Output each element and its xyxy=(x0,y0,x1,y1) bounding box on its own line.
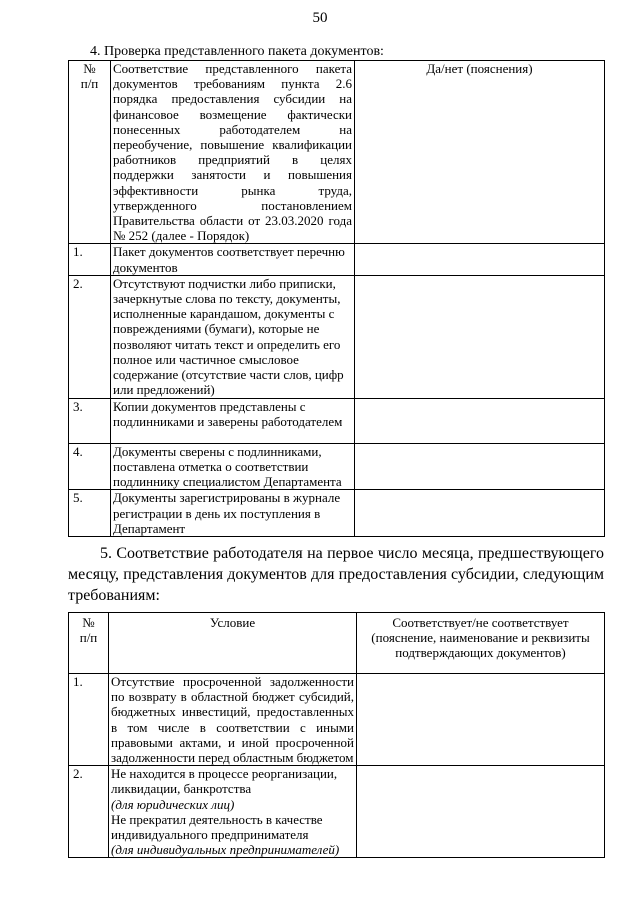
row-text: Документы зарегистрированы в журнале регистрации в день их поступления в Департамент xyxy=(111,490,355,537)
table-row xyxy=(69,674,605,766)
table-row xyxy=(69,766,605,858)
row-answer-cell[interactable] xyxy=(355,398,605,443)
row-answer-cell[interactable] xyxy=(355,244,605,275)
header-answer: Да/нет (пояснения) xyxy=(355,61,605,244)
row-text: Не находится в процессе реорганизации, ликвидации, банкротства xyxy=(111,766,338,797)
row-answer-cell[interactable] xyxy=(355,275,605,398)
page-number: 50 xyxy=(312,10,328,26)
table-header-row xyxy=(69,61,605,244)
table-header-row xyxy=(69,613,605,674)
row-note: (для юридических лиц) xyxy=(111,796,235,812)
row-answer-cell[interactable] xyxy=(355,443,605,490)
table-row xyxy=(69,275,605,398)
row-note: (для индивидуальных предпринимателей) xyxy=(111,842,340,858)
row-answer-cell[interactable] xyxy=(357,674,605,766)
row-num: 4. xyxy=(69,443,111,490)
document-check-table xyxy=(68,60,605,537)
section-5-title: 5. Соответствие работодателя на первое число месяца, предшествующего месяцу, представления документов для предоставления субсидии, следующим требованиям: xyxy=(68,545,604,604)
header-answer: Соответствует/не соответствует (пояснение, наименование и реквизиты подтверждающих документов) xyxy=(357,613,605,674)
row-answer-cell[interactable] xyxy=(357,766,605,858)
row-text: Копии документов представлены с подлинниками и заверены работодателем xyxy=(111,398,355,443)
header-criterion: Соответствие представленного пакета документов требованиям пункта 2.6 порядка предоставления субсидии на финансовое возмещение фактически понесенных работодателем на переобучение, повышение квалификации работников предприятий в целях поддержки занятости и повышения эффективности рынка труда, утвержденного постановлением Правительства области от 23.03.2020 года № 252 (далее - Порядок) xyxy=(111,61,355,244)
table-row xyxy=(69,398,605,443)
row-num: 2. xyxy=(69,275,111,398)
section-4-title: 4. Проверка представленного пакета документов: xyxy=(90,44,384,59)
row-num: 3. xyxy=(69,398,111,443)
row-num: 5. xyxy=(69,490,111,537)
header-condition: Условие xyxy=(109,613,357,674)
row-num: 1. xyxy=(69,674,109,766)
header-num: № п/п xyxy=(69,613,109,674)
header-num: № п/п xyxy=(69,61,111,244)
row-text-group xyxy=(109,766,357,858)
row-num: 1. xyxy=(69,244,111,275)
table-row xyxy=(69,244,605,275)
table-row xyxy=(69,443,605,490)
row-text: Отсутствуют подчистки либо приписки, зачеркнутые слова по тексту, документы, исполненные карандашом, документы с повреждениями (бумаги), которые не позволяют читать текст и определить его полное или частичное смысловое содержание (отсутствие части слов, цифр или предложений) xyxy=(111,275,355,398)
row-answer-cell[interactable] xyxy=(355,490,605,537)
row-text: Пакет документов соответствует перечню документов xyxy=(111,244,355,275)
row-text: Документы сверены с подлинниками, поставлена отметка о соответствии подлиннику специалистом Департамента xyxy=(111,443,355,490)
row-text: Не прекратил деятельность в качестве индивидуального предпринимателя xyxy=(111,811,323,843)
row-text: Отсутствие просроченной задолженности по возврату в областной бюджет субсидий, бюджетных инвестиций, предоставленных в том числе в соответствии с иными правовыми актами, и иной просроченной задолженности перед областным бюджетом xyxy=(109,674,357,766)
table-row xyxy=(69,490,605,537)
row-num: 2. xyxy=(69,766,109,858)
employer-requirements-table xyxy=(68,612,605,858)
